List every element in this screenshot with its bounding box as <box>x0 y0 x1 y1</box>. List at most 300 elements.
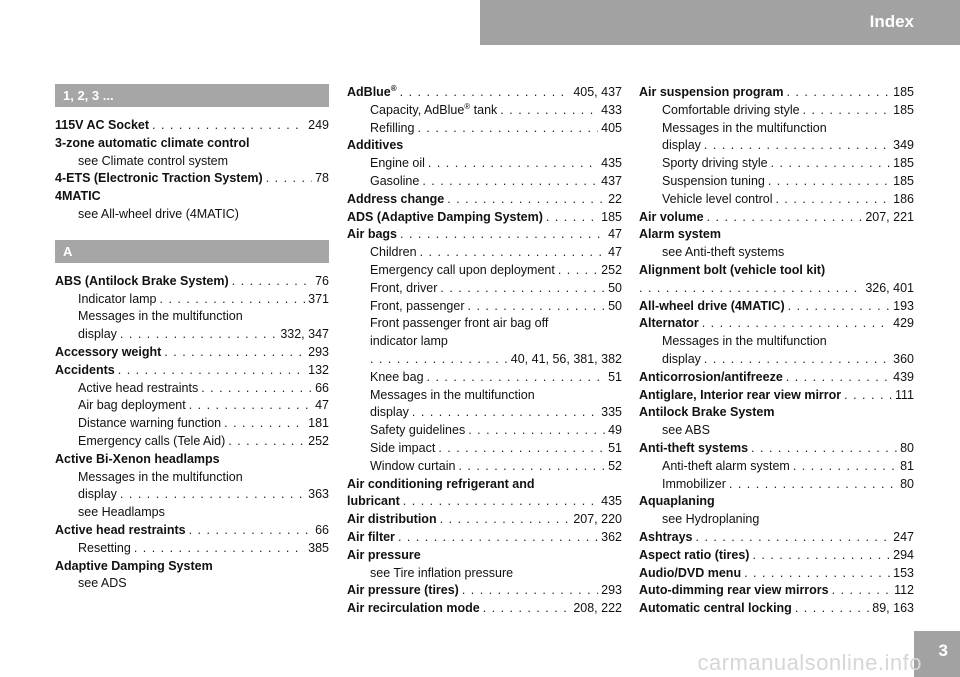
dot-leader <box>558 262 598 280</box>
index-term-text: Alternator <box>639 316 699 331</box>
page-reference[interactable]: 22 <box>608 191 622 206</box>
index-line: Messages in the multifunction <box>662 334 827 349</box>
index-line: 4MATIC <box>55 189 101 204</box>
index-term-text-after: tank <box>470 102 498 117</box>
index-term-text: Accidents <box>55 362 115 377</box>
index-entry[interactable] <box>347 422 622 440</box>
dot-leader <box>201 380 312 398</box>
index-entry[interactable] <box>639 209 914 227</box>
dot-leader <box>266 170 312 188</box>
page-reference[interactable]: 181 <box>308 416 329 431</box>
index-entry[interactable] <box>55 415 329 433</box>
index-term <box>370 262 555 280</box>
index-term-text: Antiglare, Interior rear view mirror <box>639 387 842 402</box>
index-entry[interactable] <box>639 476 914 494</box>
index-line: Messages in the multifunction <box>78 469 243 484</box>
dot-leader <box>164 344 305 362</box>
index-term <box>78 326 117 344</box>
dot-leader <box>458 458 605 476</box>
page-reference[interactable]: 293 <box>601 583 622 598</box>
page-reference[interactable]: 360 <box>893 351 914 366</box>
index-term-text: Knee bag <box>370 369 424 384</box>
page-reference[interactable]: 185 <box>601 209 622 224</box>
index-entry[interactable] <box>347 404 622 422</box>
index-entry[interactable] <box>347 493 622 511</box>
section-header: A <box>55 240 329 263</box>
index-term <box>347 600 480 618</box>
index-entry[interactable] <box>347 155 622 173</box>
dot-leader <box>468 298 606 316</box>
index-term-text: Address change <box>347 191 445 206</box>
dot-leader <box>788 298 891 316</box>
index-line: Alignment bolt (vehicle tool kit) <box>639 262 826 277</box>
page-reference[interactable]: 50 <box>608 298 622 313</box>
dot-leader <box>398 529 598 547</box>
index-term <box>662 191 772 209</box>
dot-leader <box>546 209 598 227</box>
index-entry[interactable] <box>347 173 622 191</box>
dot-leader <box>702 315 890 333</box>
dot-leader <box>417 120 598 138</box>
dot-leader <box>483 600 571 618</box>
page-reference[interactable]: 51 <box>608 369 622 384</box>
page-reference[interactable]: 249 <box>308 118 329 132</box>
index-term-text: display <box>662 351 701 366</box>
index-term-text: Capacity, AdBlue <box>370 102 465 117</box>
page-reference[interactable]: 349 <box>893 138 914 153</box>
index-entry[interactable] <box>639 387 914 405</box>
page-reference[interactable]: 363 <box>308 487 329 502</box>
page-reference[interactable]: 435 <box>601 494 622 509</box>
index-term-text: Air bag deployment <box>78 398 186 413</box>
index-term <box>639 387 841 405</box>
dot-leader <box>696 529 891 547</box>
index-line: see ADS <box>78 576 127 591</box>
page-reference[interactable]: 80 <box>900 440 914 455</box>
index-entry[interactable] <box>639 298 914 316</box>
page-reference[interactable]: 208, 222 <box>573 601 622 616</box>
dot-leader <box>844 387 892 405</box>
index-line: Front passenger front air bag off <box>370 316 549 331</box>
index-entry[interactable] <box>55 326 329 344</box>
page-reference[interactable]: 437 <box>601 173 622 188</box>
dot-leader <box>768 173 890 191</box>
index-entry[interactable] <box>639 369 914 387</box>
index-term-text: Air recirculation mode <box>347 601 480 616</box>
dot-leader <box>440 511 571 529</box>
page-reference[interactable]: 193 <box>893 298 914 313</box>
index-term <box>78 433 225 451</box>
index-entry[interactable] <box>55 117 329 135</box>
dot-leader <box>704 137 890 155</box>
dot-leader <box>160 291 306 309</box>
index-line: Air pressure <box>347 547 421 562</box>
index-term <box>639 600 792 618</box>
index-term-text: Accessory weight <box>55 344 162 359</box>
index-entry[interactable] <box>639 137 914 155</box>
index-term <box>370 102 497 120</box>
page-reference[interactable]: 385 <box>308 540 329 555</box>
index-term-text: display <box>662 138 701 153</box>
page-reference[interactable]: 207, 221 <box>865 209 914 224</box>
index-term-text: Suspension tuning <box>662 173 765 188</box>
dot-leader <box>422 173 598 191</box>
index-line: see Hydroplaning <box>662 512 760 527</box>
index-entry[interactable] <box>639 565 914 583</box>
index-entry[interactable] <box>55 291 329 309</box>
index-term <box>347 209 543 227</box>
index-term <box>370 244 417 262</box>
index-line: see ABS <box>662 423 710 438</box>
index-term-text: AdBlue <box>347 85 391 99</box>
index-term <box>55 117 149 135</box>
index-line: Messages in the multifunction <box>370 387 535 402</box>
index-term-text: Anti-theft systems <box>639 440 749 455</box>
index-entry[interactable] <box>55 522 329 540</box>
index-term <box>639 440 748 458</box>
index-entry[interactable] <box>347 351 622 369</box>
dot-leader <box>500 102 598 120</box>
index-entry[interactable] <box>347 209 622 227</box>
index-entry[interactable] <box>347 440 622 458</box>
index-line: Additives <box>347 138 404 153</box>
dot-leader <box>428 155 598 173</box>
index-term <box>370 440 435 458</box>
index-term <box>662 476 726 494</box>
index-term-text: display <box>78 327 117 342</box>
dot-leader <box>120 326 277 344</box>
index-term-text: Sporty driving style <box>662 156 768 171</box>
index-entry[interactable] <box>347 529 622 547</box>
page-reference[interactable]: 252 <box>308 433 329 448</box>
page-title: Index <box>869 12 914 31</box>
index-term <box>662 458 790 476</box>
index-term-text: 4-ETS (Electronic Traction System) <box>55 171 263 186</box>
index-entry[interactable] <box>347 102 622 120</box>
index-entry[interactable] <box>55 380 329 398</box>
index-term-text: ABS (Antilock Brake System) <box>55 273 229 288</box>
dot-leader <box>189 522 312 540</box>
index-term <box>55 170 263 188</box>
index-term <box>370 369 424 387</box>
page-reference[interactable]: 185 <box>893 85 914 99</box>
index-entry[interactable] <box>639 315 914 333</box>
page-reference[interactable]: 52 <box>608 458 622 473</box>
index-entry[interactable] <box>639 547 914 565</box>
index-column-3 <box>639 84 914 618</box>
index-term <box>639 529 693 547</box>
index-entry[interactable] <box>55 540 329 558</box>
index-line: see All-wheel drive (4MATIC) <box>78 206 239 221</box>
page-reference[interactable]: 50 <box>608 280 622 295</box>
index-term-text: Vehicle level control <box>662 191 773 206</box>
index-entry[interactable] <box>639 102 914 120</box>
index-entry[interactable] <box>347 458 622 476</box>
index-entry[interactable] <box>639 582 914 600</box>
page-reference[interactable]: 89, 163 <box>872 601 914 616</box>
dot-leader <box>400 84 571 102</box>
dot-leader <box>438 440 605 458</box>
index-term <box>370 155 425 173</box>
page-reference[interactable]: 78 <box>315 171 329 186</box>
dot-leader <box>752 547 890 565</box>
page-reference[interactable]: 252 <box>601 262 622 277</box>
index-term-text: Safety guidelines <box>370 423 466 438</box>
index-entry[interactable] <box>639 84 914 102</box>
index-term <box>370 298 465 316</box>
index-term-text: ADS (Adaptive Damping System) <box>347 209 543 224</box>
page-reference[interactable]: 47 <box>608 227 622 242</box>
index-term-text: Air volume <box>639 209 704 224</box>
dot-leader <box>462 582 598 600</box>
index-entry[interactable] <box>55 433 329 451</box>
dot-leader <box>412 404 598 422</box>
index-term <box>78 291 157 309</box>
page-reference[interactable]: 247 <box>893 529 914 544</box>
page-reference[interactable]: 294 <box>893 547 914 562</box>
index-term-text: All-wheel drive (4MATIC) <box>639 298 785 313</box>
index-term <box>55 362 115 380</box>
index-term-text: Aspect ratio (tires) <box>639 547 750 562</box>
index-entry[interactable] <box>55 170 329 188</box>
page-reference[interactable]: 405 <box>601 120 622 135</box>
registered-mark: ® <box>464 101 471 111</box>
index-entry[interactable] <box>347 262 622 280</box>
index-term-text: Air filter <box>347 529 395 544</box>
registered-mark: ® <box>390 83 397 93</box>
page-reference[interactable]: 112 <box>894 583 914 598</box>
index-term-text: Children <box>370 245 417 260</box>
page-reference[interactable]: 49 <box>608 423 622 438</box>
index-term-text: Anti-theft alarm system <box>662 458 790 473</box>
header-tab <box>480 0 960 45</box>
index-entry[interactable] <box>639 351 914 369</box>
page-reference[interactable]: 326, 401 <box>865 280 914 295</box>
dot-leader <box>447 191 605 209</box>
index-term-text: lubricant <box>347 494 400 509</box>
index-term <box>639 565 741 583</box>
index-term-text: Window curtain <box>370 458 456 473</box>
index-entry[interactable] <box>639 600 914 618</box>
page-number: 3 <box>938 641 948 660</box>
dot-leader <box>729 476 897 494</box>
page-reference[interactable]: 371 <box>308 291 329 306</box>
dot-leader <box>120 486 305 504</box>
index-line: Antilock Brake System <box>639 405 775 420</box>
page-reference[interactable]: 405, 437 <box>573 85 622 99</box>
index-entry[interactable] <box>347 600 622 618</box>
dot-leader <box>152 117 305 135</box>
page-reference[interactable]: 186 <box>893 191 914 206</box>
dot-leader <box>468 422 605 440</box>
index-term <box>662 102 800 120</box>
page-reference[interactable]: 335 <box>601 405 622 420</box>
dot-leader <box>440 280 605 298</box>
dot-leader <box>786 369 890 387</box>
page-reference[interactable]: 207, 220 <box>573 512 622 527</box>
index-term <box>639 209 704 227</box>
dot-leader <box>224 415 305 433</box>
dot-leader <box>400 226 605 244</box>
index-term <box>347 511 437 529</box>
index-entry[interactable] <box>639 458 914 476</box>
index-term <box>370 280 437 298</box>
index-entry[interactable] <box>55 344 329 362</box>
index-entry[interactable] <box>347 226 622 244</box>
watermark: carmanualsonline.info <box>697 650 922 675</box>
index-line: see Climate control system <box>78 153 229 168</box>
index-entry[interactable] <box>347 582 622 600</box>
index-line: Alarm system <box>639 227 721 242</box>
dot-leader <box>707 209 863 227</box>
dot-leader <box>793 458 897 476</box>
dot-leader <box>189 397 312 415</box>
index-term <box>347 84 397 102</box>
index-entry[interactable] <box>639 280 914 298</box>
page-reference[interactable]: 429 <box>893 316 914 331</box>
index-term <box>78 486 117 504</box>
dot-leader <box>639 280 862 298</box>
index-column-2 <box>347 84 622 618</box>
index-term-text: display <box>370 405 409 420</box>
page-reference[interactable]: 185 <box>893 173 914 188</box>
index-term-text: Immobilizer <box>662 476 726 491</box>
index-entry[interactable] <box>347 120 622 138</box>
index-entry[interactable] <box>347 244 622 262</box>
index-entry[interactable] <box>55 486 329 504</box>
index-entry[interactable] <box>639 173 914 191</box>
index-entry[interactable] <box>347 280 622 298</box>
index-line: 3-zone automatic climate control <box>55 135 250 150</box>
index-term-text: Front, passenger <box>370 298 465 313</box>
index-entry[interactable] <box>55 362 329 380</box>
index-line: Messages in the multifunction <box>662 120 827 135</box>
page-reference[interactable]: 439 <box>893 369 914 384</box>
index-line: Aquaplaning <box>639 494 715 509</box>
index-term-text: Audio/DVD menu <box>639 565 742 580</box>
index-term <box>78 397 186 415</box>
dot-leader <box>134 540 305 558</box>
index-line: see Headlamps <box>78 505 165 520</box>
dot-leader <box>228 433 305 451</box>
index-entry[interactable] <box>639 155 914 173</box>
page-reference[interactable]: 185 <box>893 156 914 171</box>
index-term <box>55 273 229 291</box>
index-entry[interactable] <box>639 440 914 458</box>
index-entry[interactable] <box>347 369 622 387</box>
page-reference[interactable]: 111 <box>894 387 914 402</box>
index-line: Adaptive Damping System <box>55 558 213 573</box>
index-entry[interactable] <box>347 511 622 529</box>
index-term-text: 115V AC Socket <box>55 118 150 132</box>
index-column-1 <box>55 84 329 593</box>
dot-leader <box>786 84 890 102</box>
index-term <box>370 173 419 191</box>
index-entry[interactable] <box>347 191 622 209</box>
index-term <box>662 173 765 191</box>
index-line: see Anti-theft systems <box>662 245 785 260</box>
page-reference[interactable]: 47 <box>315 398 329 413</box>
index-entry[interactable] <box>55 273 329 291</box>
index-entry[interactable] <box>55 397 329 415</box>
index-term-text: Resetting <box>78 540 131 555</box>
dot-leader <box>704 351 890 369</box>
index-term <box>78 540 131 558</box>
index-term <box>347 191 444 209</box>
index-term-text: Front, driver <box>370 280 438 295</box>
page-reference[interactable]: 81 <box>900 458 914 473</box>
index-term-text: Emergency call upon deployment <box>370 262 555 277</box>
page-reference[interactable]: 185 <box>893 102 914 117</box>
dot-leader <box>118 362 305 380</box>
dot-leader <box>832 582 891 600</box>
index-term <box>347 582 459 600</box>
page-reference[interactable]: 153 <box>893 565 914 580</box>
index-line: indicator lamp <box>370 334 448 349</box>
page-reference[interactable]: 433 <box>601 102 622 117</box>
page-reference[interactable]: 435 <box>601 156 622 171</box>
index-term <box>78 415 221 433</box>
dot-leader <box>751 440 897 458</box>
index-term <box>639 298 785 316</box>
index-term <box>347 529 395 547</box>
page-reference[interactable]: 66 <box>315 522 329 537</box>
index-term <box>662 155 768 173</box>
index-term-text: Distance warning function <box>78 416 222 431</box>
page-reference[interactable]: 293 <box>308 344 329 359</box>
page-reference[interactable]: 47 <box>608 245 622 260</box>
index-line: see Tire inflation pressure <box>370 565 514 580</box>
section-header: 1, 2, 3 ... <box>55 84 329 107</box>
index-term-text: Side impact <box>370 440 436 455</box>
index-term-text: Engine oil <box>370 156 425 171</box>
index-term-text: Air pressure (tires) <box>347 583 459 598</box>
index-term <box>78 380 198 398</box>
index-entry[interactable] <box>347 298 622 316</box>
dot-leader <box>232 273 312 291</box>
page-reference[interactable]: 66 <box>315 380 329 395</box>
dot-leader <box>744 565 890 583</box>
page-reference[interactable]: 51 <box>608 440 622 455</box>
index-line: Active Bi-Xenon headlamps <box>55 451 220 466</box>
index-term <box>639 582 829 600</box>
index-term-text: Gasoline <box>370 173 420 188</box>
dot-leader <box>775 191 890 209</box>
index-term-text: Comfortable driving style <box>662 102 800 117</box>
dot-leader <box>370 351 508 369</box>
index-term-text: display <box>78 487 117 502</box>
index-term <box>639 369 783 387</box>
index-term-text: Active head restraints <box>55 522 186 537</box>
index-term <box>55 522 186 540</box>
page-reference[interactable]: 76 <box>315 273 329 288</box>
page-reference[interactable]: 362 <box>601 529 622 544</box>
page-reference[interactable]: 80 <box>900 476 914 491</box>
index-term <box>370 120 414 138</box>
index-term-text: Ashtrays <box>639 529 693 544</box>
index-entry[interactable] <box>639 529 914 547</box>
page-reference[interactable]: 132 <box>308 362 329 377</box>
dot-leader <box>803 102 891 120</box>
index-term <box>639 84 783 102</box>
page-reference[interactable]: 332, 347 <box>280 327 329 342</box>
page-reference[interactable]: 40, 41, 56, 381, 382 <box>510 351 622 366</box>
index-term <box>347 226 397 244</box>
index-entry[interactable] <box>347 84 622 102</box>
index-term <box>370 422 465 440</box>
index-entry[interactable] <box>639 191 914 209</box>
index-term-text: Indicator lamp <box>78 291 157 306</box>
